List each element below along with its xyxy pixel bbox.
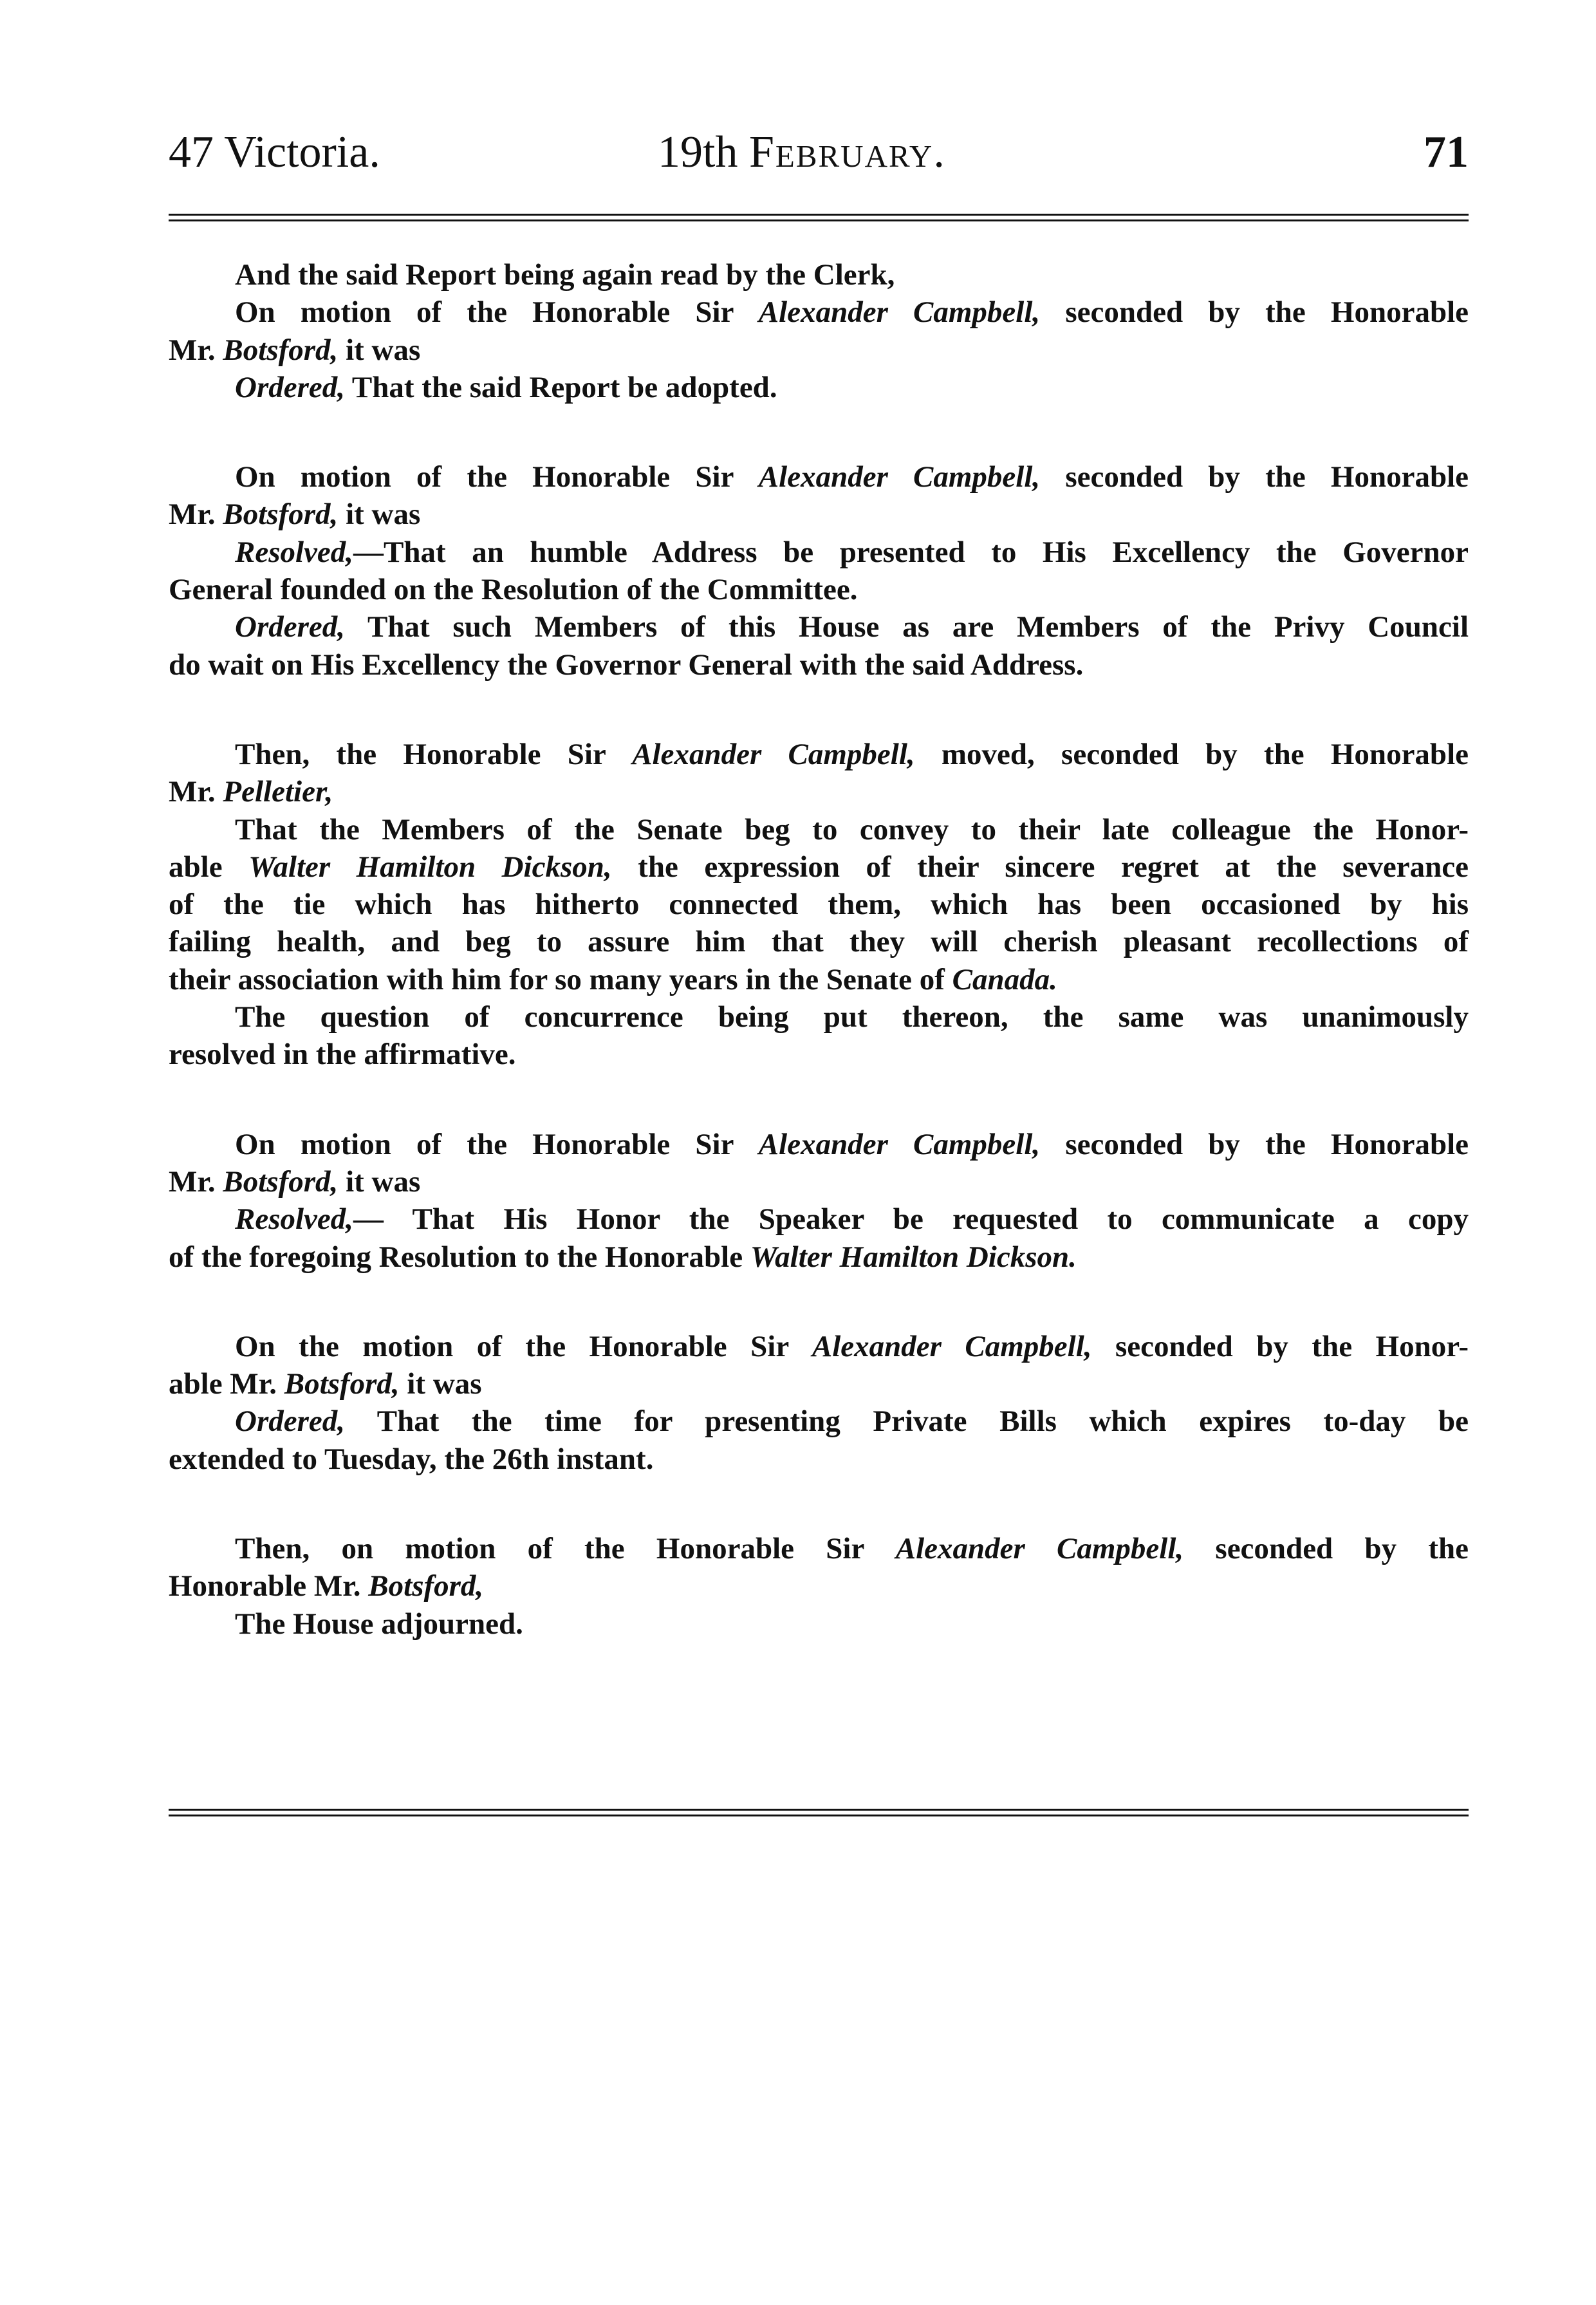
italic-text: Ordered, xyxy=(235,610,345,644)
text-segment: The House adjourned. xyxy=(235,1607,523,1641)
text-segment: seconded by the Honorable xyxy=(1040,295,1469,330)
italic-text: Alexander Campbell, xyxy=(758,295,1041,330)
italic-text: Botsford, xyxy=(284,1367,400,1401)
text-segment: moved, seconded by the Honorable xyxy=(914,737,1469,771)
italic-text: Alexander Campbell, xyxy=(758,1127,1041,1161)
text-line xyxy=(169,886,1469,923)
text-line xyxy=(169,923,1469,960)
text-line xyxy=(169,1036,1469,1073)
text-segment: resolved in the affirmative. xyxy=(169,1038,516,1072)
text-segment: That the time for presenting Private Bills which expires to-day be xyxy=(345,1404,1469,1439)
text-segment: Honorable Mr. xyxy=(169,1569,369,1603)
text-segment: Then, on motion of the Honorable Sir xyxy=(235,1532,896,1566)
text-line xyxy=(169,608,1469,646)
text-segment: it was xyxy=(338,498,421,532)
running-header xyxy=(169,117,1469,188)
italic-text: Alexander Campbell, xyxy=(812,1329,1092,1363)
text-segment: the expression of their sincere regret at the severance xyxy=(611,850,1469,884)
text-segment: That such Members of this House as are Members of the Privy Council xyxy=(345,610,1469,644)
text-line xyxy=(169,1605,1469,1643)
text-segment: seconded by the Honorable xyxy=(1040,460,1469,494)
italic-text: Resolved, xyxy=(235,1202,354,1236)
footer-rule xyxy=(169,1809,1469,1816)
text-segment: it was xyxy=(338,1164,421,1199)
paragraph xyxy=(169,1530,1469,1643)
text-line xyxy=(169,496,1469,533)
text-segment: of the tie which has hitherto connected them, which has been occasioned by his xyxy=(169,888,1469,922)
italic-text: Ordered, xyxy=(235,1404,345,1439)
text-line xyxy=(169,811,1469,848)
text-segment: And the said Report being again read by the Clerk, xyxy=(235,258,895,292)
italic-text: Ordered, xyxy=(235,370,345,404)
proceedings-body xyxy=(169,256,1469,1695)
text-line xyxy=(169,331,1469,369)
text-segment: —That an humble Address be presented to His Excellency the Governor xyxy=(353,535,1469,569)
italic-text: Walter Hamilton Dickson, xyxy=(248,850,612,884)
text-segment: General founded on the Resolution of the Committee. xyxy=(169,573,858,607)
text-line xyxy=(169,736,1469,773)
text-segment: On motion of the Honorable Sir xyxy=(235,295,759,330)
text-segment: their association with him for so many years in the Senate of xyxy=(169,962,952,996)
text-line xyxy=(169,256,1469,294)
text-line xyxy=(169,1403,1469,1440)
text-segment: That the said Report be adopted. xyxy=(345,370,777,404)
paragraph xyxy=(169,736,1469,1074)
text-line xyxy=(169,294,1469,331)
italic-text: Walter Hamilton Dickson. xyxy=(750,1240,1077,1274)
date-day: 19th xyxy=(658,127,738,177)
italic-text: Botsford, xyxy=(223,333,339,367)
text-line xyxy=(169,1365,1469,1403)
text-line xyxy=(169,571,1469,608)
italic-text: Alexander Campbell, xyxy=(895,1532,1184,1566)
text-segment: The question of concurrence being put thereon, the same was unanimously xyxy=(235,1000,1469,1034)
italic-text: Botsford, xyxy=(368,1569,484,1603)
paragraph xyxy=(169,458,1469,684)
text-segment: Mr. xyxy=(169,498,223,532)
text-segment: That the Members of the Senate beg to convey to their late colleague the Honor- xyxy=(235,812,1469,846)
text-segment: seconded by the Honor- xyxy=(1091,1329,1469,1363)
italic-text: Alexander Campbell, xyxy=(758,460,1041,494)
text-line xyxy=(169,773,1469,810)
text-segment: Mr. xyxy=(169,333,223,367)
italic-text: Pelletier, xyxy=(223,775,333,809)
text-line xyxy=(169,961,1469,998)
text-line xyxy=(169,1200,1469,1238)
text-line xyxy=(169,998,1469,1036)
text-line xyxy=(169,1567,1469,1605)
text-segment: seconded by the xyxy=(1183,1532,1469,1566)
text-segment: — That His Honor the Speaker be requested to communicate a copy xyxy=(353,1202,1469,1236)
text-segment: On the motion of the Honorable Sir xyxy=(235,1329,812,1363)
text-segment: do wait on His Excellency the Governor General with the said Address. xyxy=(169,648,1084,682)
page-number: 71 xyxy=(1424,127,1469,177)
italic-text: Canada. xyxy=(952,962,1057,996)
date-heading xyxy=(658,117,946,188)
text-segment: Mr. xyxy=(169,775,223,809)
paragraph xyxy=(169,256,1469,406)
text-line xyxy=(169,1163,1469,1200)
date-month: February. xyxy=(748,127,946,177)
text-segment: able xyxy=(169,850,249,884)
text-line xyxy=(169,534,1469,571)
text-segment: Then, the Honorable Sir xyxy=(235,737,633,771)
text-line xyxy=(169,1126,1469,1163)
text-line xyxy=(169,458,1469,496)
header-rule xyxy=(169,214,1469,221)
text-line xyxy=(169,369,1469,406)
paragraph xyxy=(169,1328,1469,1478)
text-segment: it was xyxy=(399,1367,482,1401)
text-segment: On motion of the Honorable Sir xyxy=(235,460,759,494)
text-segment: it was xyxy=(338,333,421,367)
text-segment: Mr. xyxy=(169,1164,223,1199)
text-segment: On motion of the Honorable Sir xyxy=(235,1127,759,1161)
italic-text: Alexander Campbell, xyxy=(632,737,915,771)
text-line xyxy=(169,1530,1469,1567)
paragraph xyxy=(169,1126,1469,1276)
text-line xyxy=(169,1441,1469,1478)
session-label: 47 Victoria. xyxy=(169,127,380,177)
text-segment: extended to Tuesday, the 26th instant. xyxy=(169,1442,654,1476)
italic-text: Botsford, xyxy=(223,1164,339,1199)
text-line xyxy=(169,848,1469,886)
text-line xyxy=(169,646,1469,684)
italic-text: Resolved, xyxy=(235,535,354,569)
text-segment: able Mr. xyxy=(169,1367,284,1401)
text-segment: seconded by the Honorable xyxy=(1040,1127,1469,1161)
text-line xyxy=(169,1328,1469,1365)
text-line xyxy=(169,1238,1469,1276)
italic-text: Botsford, xyxy=(223,498,339,532)
text-segment: failing health, and beg to assure him that they will cherish pleasant recollections of xyxy=(169,925,1469,959)
text-segment: of the foregoing Resolution to the Honorable xyxy=(169,1240,750,1274)
